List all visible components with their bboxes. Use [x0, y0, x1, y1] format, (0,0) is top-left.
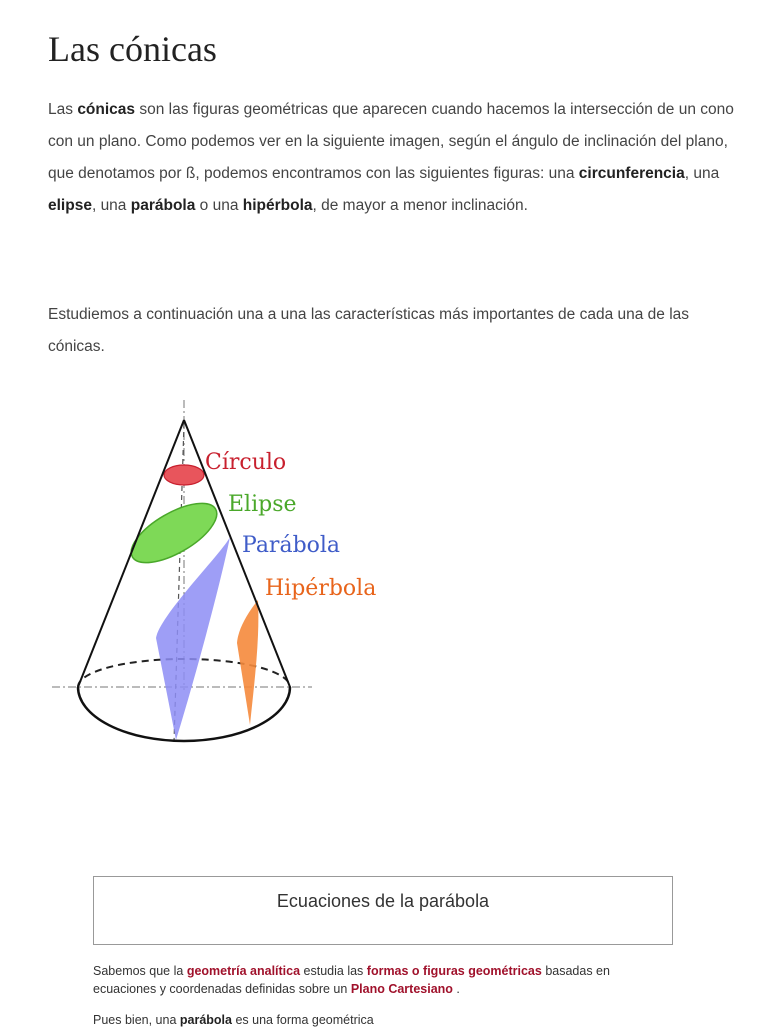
section-box-title: Ecuaciones de la parábola [276, 891, 490, 911]
label-parabola: Parábola [242, 533, 341, 558]
intro-text: o una [195, 197, 243, 214]
body-paragraph-2 [93, 1011, 673, 1029]
link-geometria-analitica[interactable]: geometría analítica [186, 964, 301, 978]
conic-sections-figure [40, 395, 400, 760]
label-ellipse: Elipse [228, 492, 297, 517]
link-plano-cartesiano[interactable]: Plano Cartesiano [350, 982, 453, 996]
intro-text: Las [48, 101, 78, 118]
hyperbola-section [237, 600, 258, 725]
section-box [93, 876, 673, 945]
intro-text: , una [91, 197, 131, 214]
intro-text: son las figuras geométricas que aparecen cuando hacemos la intersección de un cono con un plano. Como podemos ver en la siguiente imagen, según el ángulo de inclinación del plano, que denotamos por ß, podemos encontramos con las siguientes figuras: una [48, 101, 734, 182]
term-hiperbola: hipérbola [242, 197, 313, 214]
label-hyperbola: Hipérbola [265, 576, 377, 601]
cone-diagram [40, 395, 400, 755]
term-conicas: cónicas [77, 101, 136, 118]
parabola-section [156, 537, 230, 740]
body-text: basadas en ecuaciones y coordenadas definidas sobre un [93, 964, 610, 996]
page-title: Las cónicas [48, 29, 217, 69]
body-text: Pues bien, una [93, 1013, 180, 1027]
body-paragraph [93, 962, 673, 998]
intro-text: , una [684, 165, 720, 182]
term-circunferencia: circunferencia [578, 165, 685, 182]
link-formas-geometricas[interactable]: formas o figuras geométricas [366, 964, 542, 978]
intro-text: , de mayor a menor inclinación. [312, 197, 528, 214]
body-text: . [452, 982, 460, 996]
term-parabola-body: parábola [179, 1013, 232, 1027]
body-text: es una forma geométrica [231, 1013, 374, 1027]
body-text: Sabemos que la [93, 964, 187, 978]
term-parabola: parábola [130, 197, 196, 214]
circle-section [164, 465, 204, 485]
study-paragraph: Estudiemos a continuación una a una las características más importantes de cada una de las cónicas. [48, 306, 690, 355]
term-elipse: elipse [48, 197, 92, 214]
ellipse-section [122, 492, 225, 575]
label-circle: Círculo [205, 450, 287, 475]
body-text: estudia las [300, 964, 367, 978]
intro-paragraph [48, 94, 748, 222]
